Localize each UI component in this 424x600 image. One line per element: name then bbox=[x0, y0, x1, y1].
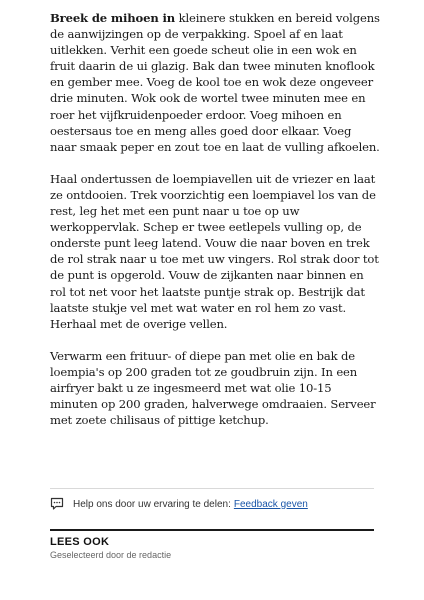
paragraph-text: kleinere stukken en bereid volgens de aanwijzingen op de verpakking. Spoel af en laat uitlekken. Verhit een goede scheut olie in een wok en fruit daarin de ui glazig. Bak dan twee minuten knoflook en gember mee. Voeg de kool toe en wok deze ongeveer drie minuten. Wok ook de wortel twee minuten mee en roer het vijfkruidenpoeder erdoor. Voeg mihoen en oestersaus toe en meng alles goed door elkaar. Voeg naar smaak peper en zout toe en laat de vulling afkoelen. bbox=[50, 11, 380, 154]
paragraph-lead: Breek de mihoen in bbox=[50, 11, 176, 25]
feedback-divider bbox=[50, 488, 374, 489]
feedback-text: Help ons door uw ervaring te delen: bbox=[73, 498, 231, 510]
read-more-title: LEES OOK bbox=[50, 536, 110, 548]
feedback-link[interactable]: Feedback geven bbox=[233, 498, 308, 510]
feedback-bar bbox=[50, 497, 308, 511]
article-body bbox=[50, 10, 380, 444]
paragraph-frying: Verwarm een frituur- of diepe pan met olie en bak de loempia's op 200 graden tot ze goudbruin zijn. In een airfryer bakt u ze ingesmeerd met wat olie 10-15 minuten op 200 graden, halverwege omdraaien. Serveer met zoete chilisaus of pittige ketchup. bbox=[50, 348, 376, 428]
read-more-subtitle: Geselecteerd door de redactie bbox=[50, 550, 172, 560]
paragraph-preparation bbox=[50, 10, 380, 155]
read-more-divider bbox=[50, 529, 374, 531]
paragraph-rolling: Haal ondertussen de loempiavellen uit de vriezer en laat ze ontdooien. Trek voorzichtig een loempiavel los van de rest, leg het met een punt naar u toe op uw werkoppervlak. Schep er twee eetlepels vulling op, de onderste punt leeg latend. Vouw die naar boven en trek de rol strak naar u toe met uw vingers. Rol strak door tot de punt is opgerold. Vouw de zijkanten naar binnen en rol tot net voor het laatste puntje strak op. Bestrijk dat laatste stukje vel met wat water en rol hem zo vast. Herhaal met de overige vellen. bbox=[50, 171, 379, 331]
chat-icon bbox=[50, 497, 64, 511]
